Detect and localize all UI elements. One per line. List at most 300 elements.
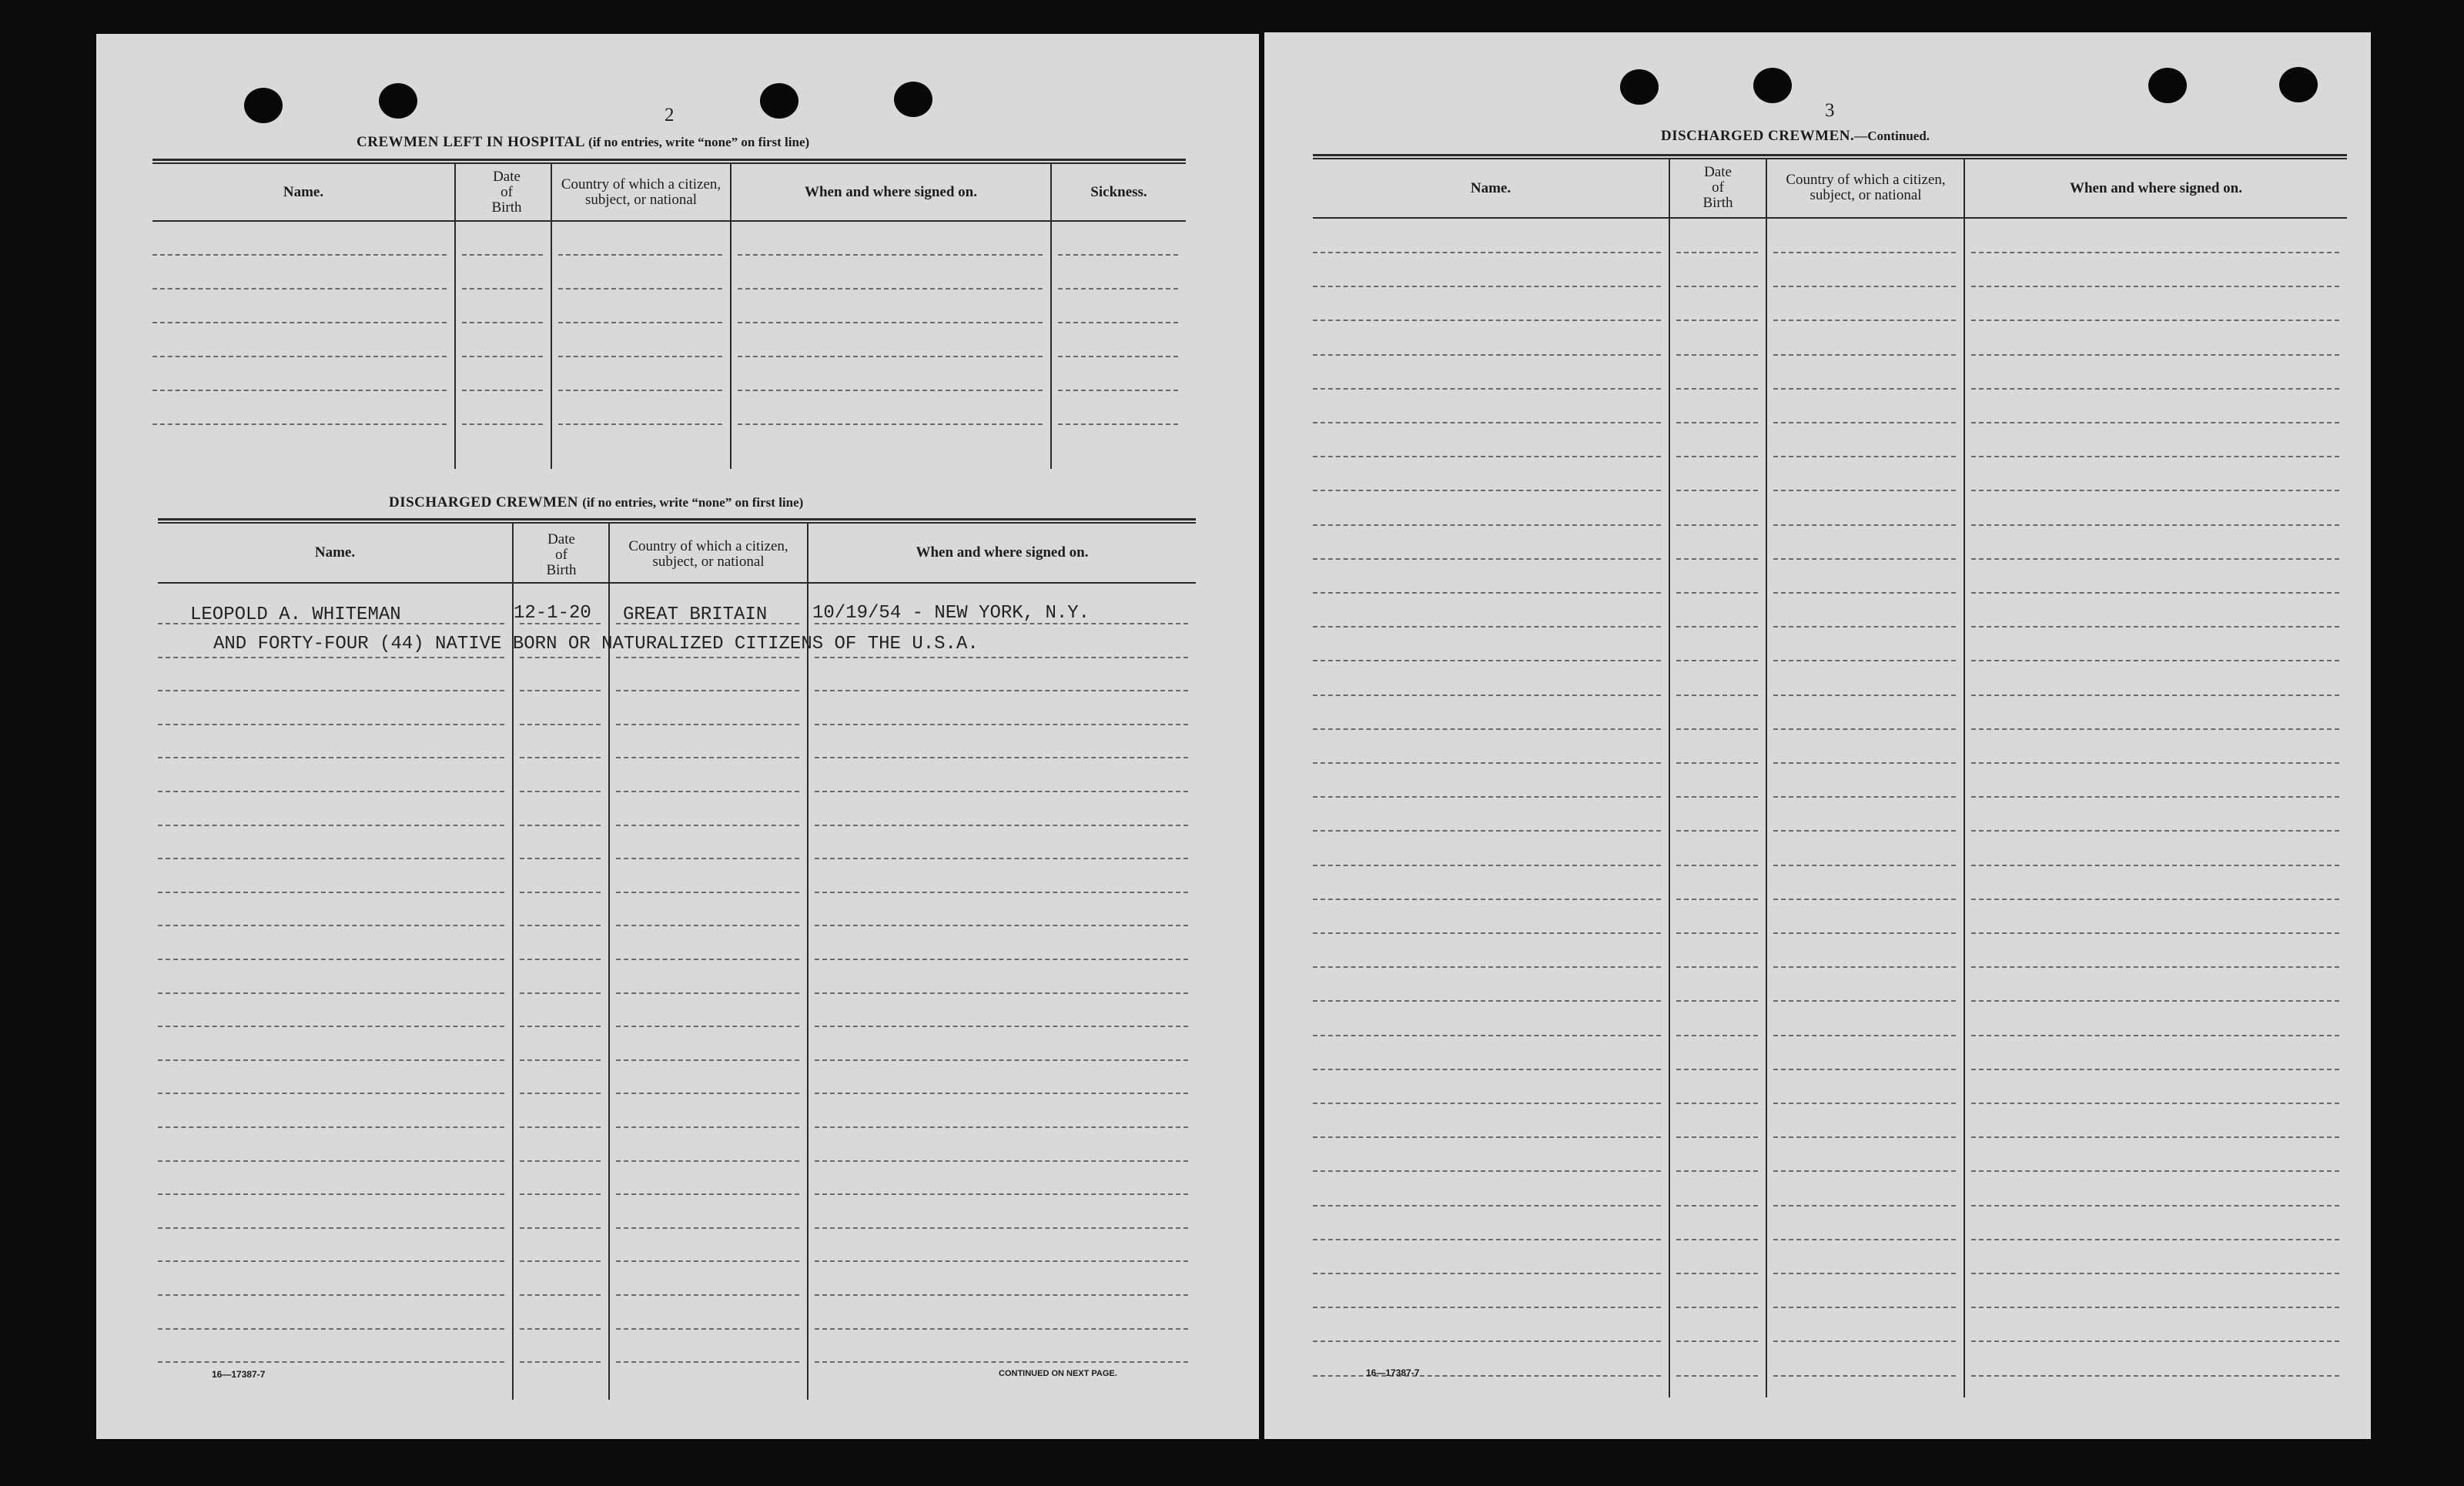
ruled-line-segment xyxy=(815,1026,1188,1027)
ruled-line-segment xyxy=(1971,796,2339,798)
ruled-line-segment xyxy=(1971,558,2339,560)
ruled-line-segment xyxy=(815,1294,1188,1296)
ruled-line-segment xyxy=(1971,830,2339,832)
ruled-line-segment xyxy=(1971,626,2339,628)
ruled-line-segment xyxy=(1676,660,1758,661)
ruled-line-segment xyxy=(1971,1136,2339,1138)
ruled-line-segment xyxy=(1313,865,1661,866)
ruled-line-segment xyxy=(1773,1273,1956,1274)
ruled-line-segment xyxy=(1971,490,2339,491)
ruled-line-segment xyxy=(1971,694,2339,696)
ruled-line-segment xyxy=(158,892,504,893)
ruled-line-segment xyxy=(1773,1375,1956,1377)
ruled-line-segment xyxy=(1971,388,2339,390)
ruled-line-segment xyxy=(1313,1069,1661,1070)
ruled-line-segment xyxy=(616,1260,799,1262)
ruled-line-segment xyxy=(1773,1000,1956,1002)
col-header-country: Country of which a citizen, subject, or national xyxy=(561,176,721,208)
ruled-line-segment xyxy=(1676,456,1758,457)
ruled-line-segment xyxy=(815,690,1188,691)
ruled-line-segment xyxy=(616,825,799,826)
ruled-line-segment xyxy=(1313,286,1661,287)
ruled-line-segment xyxy=(1971,660,2339,661)
col-header-name: Name. xyxy=(283,183,324,200)
ruled-line-segment xyxy=(1971,320,2339,321)
ruled-line-segment xyxy=(1313,830,1661,832)
ruled-line-segment xyxy=(520,690,601,691)
ruled-line-segment xyxy=(1773,660,1956,661)
section-title xyxy=(1661,128,1930,145)
ruled-line-segment xyxy=(1971,1170,2339,1172)
ruled-line-segment xyxy=(616,1026,799,1027)
ruled-line-segment xyxy=(520,1227,601,1229)
column-divider xyxy=(454,162,456,469)
ruled-line-segment xyxy=(616,1227,799,1229)
col-header-name: Name. xyxy=(314,544,356,561)
ruled-line-segment xyxy=(1313,1340,1661,1342)
ruled-line-segment xyxy=(1313,388,1661,390)
ruled-line-segment xyxy=(738,322,1043,323)
header-rule xyxy=(158,582,1196,584)
ruled-line-segment xyxy=(815,825,1188,826)
ruled-line-segment xyxy=(1676,1103,1758,1104)
ruled-line-segment xyxy=(1313,1136,1661,1138)
punch-hole xyxy=(2148,68,2187,103)
ruled-line-segment xyxy=(1676,1205,1758,1207)
ruled-line-segment xyxy=(1313,1035,1661,1036)
ruled-line-segment xyxy=(152,322,447,323)
col-header-dob: Date of Birth xyxy=(491,169,522,216)
ruled-line-segment xyxy=(520,724,601,725)
ruled-line-segment xyxy=(158,1126,504,1128)
ruled-line-segment xyxy=(1676,865,1758,866)
ruled-line-segment xyxy=(1971,1239,2339,1240)
ruled-line-segment xyxy=(1971,524,2339,526)
ruled-line-segment xyxy=(1676,796,1758,798)
ruled-line-segment xyxy=(1773,626,1956,628)
ruled-line-segment xyxy=(520,757,601,758)
ruled-line-segment xyxy=(152,254,447,256)
ruled-line-segment xyxy=(815,992,1188,994)
ruled-line-segment xyxy=(158,1093,504,1094)
ruled-line-segment xyxy=(1313,354,1661,356)
ruled-line-segment xyxy=(1971,1000,2339,1002)
ruled-line-segment xyxy=(1773,966,1956,968)
ruled-line-segment xyxy=(616,959,799,960)
ruled-line-segment xyxy=(1676,320,1758,321)
ruled-line-segment xyxy=(1058,390,1178,391)
ruled-line-segment xyxy=(1773,388,1956,390)
hospital-instruction: (if no entries, write “none” on first line) xyxy=(588,135,810,149)
ruled-line-segment xyxy=(158,992,504,994)
ruled-line-segment xyxy=(1971,286,2339,287)
punch-hole xyxy=(244,88,283,123)
ruled-line-segment xyxy=(1971,899,2339,900)
ruled-line-segment xyxy=(1313,456,1661,457)
ruled-line-segment xyxy=(152,423,447,425)
ruled-line-segment xyxy=(1676,252,1758,253)
ruled-line-segment xyxy=(158,1260,504,1262)
col-header-sickness: Sickness. xyxy=(1090,183,1147,200)
ruled-line-segment xyxy=(1676,422,1758,423)
ruled-line-segment xyxy=(158,623,504,624)
ruled-line-segment xyxy=(158,1328,504,1330)
ruled-line-segment xyxy=(1676,728,1758,730)
ruled-line-segment xyxy=(1971,1069,2339,1070)
ruled-line-segment xyxy=(1313,1205,1661,1207)
ruled-line-segment xyxy=(616,925,799,926)
col-header-dob: Date of Birth xyxy=(1702,164,1733,211)
hospital-section-title xyxy=(357,134,809,151)
ruled-line-segment xyxy=(158,925,504,926)
ruled-line-segment xyxy=(616,1193,799,1195)
discharged-title-text: DISCHARGED CREWMEN xyxy=(389,494,578,510)
ruled-line-segment xyxy=(462,356,543,357)
ruled-line-segment xyxy=(1313,728,1661,730)
left-form-page xyxy=(96,34,1259,1439)
ruled-line-segment xyxy=(1676,490,1758,491)
ruled-line-segment xyxy=(1773,320,1956,321)
ruled-line-segment xyxy=(158,690,504,691)
ruled-line-segment xyxy=(1676,1340,1758,1342)
ruled-line-segment xyxy=(1971,762,2339,764)
column-divider xyxy=(1766,158,1767,1397)
ruled-line-segment xyxy=(738,356,1043,357)
ruled-line-segment xyxy=(520,1059,601,1061)
ruled-line-segment xyxy=(1313,1239,1661,1240)
ruled-line-segment xyxy=(520,1328,601,1330)
ruled-line-segment xyxy=(1676,694,1758,696)
ruled-line-segment xyxy=(1773,1069,1956,1070)
ruled-line-segment xyxy=(1773,1340,1956,1342)
section-title-text: DISCHARGED CREWMEN. xyxy=(1661,128,1855,144)
ruled-line-segment xyxy=(1773,558,1956,560)
ruled-line-segment xyxy=(616,1328,799,1330)
ruled-line-segment xyxy=(520,825,601,826)
ruled-line-segment xyxy=(616,1361,799,1363)
ruled-line-segment xyxy=(520,858,601,859)
page-number: 3 xyxy=(1825,100,1835,121)
ruled-line-segment xyxy=(462,322,543,323)
ruled-line-segment xyxy=(1971,728,2339,730)
ruled-line-segment xyxy=(738,390,1043,391)
ruled-line-segment xyxy=(1676,354,1758,356)
ruled-line-segment xyxy=(1676,899,1758,900)
discharged-instruction: (if no entries, write “none” on first line) xyxy=(582,495,804,510)
ruled-line-segment xyxy=(1971,1340,2339,1342)
ruled-line-segment xyxy=(1313,1273,1661,1274)
table-top-rule xyxy=(1313,154,2347,159)
ruled-line-segment xyxy=(1676,1069,1758,1070)
ruled-line-segment xyxy=(1773,1307,1956,1308)
section-continued: —Continued. xyxy=(1854,129,1930,143)
ruled-line-segment xyxy=(158,1294,504,1296)
ruled-line-segment xyxy=(1773,865,1956,866)
ruled-line-segment xyxy=(1676,286,1758,287)
ruled-line-segment xyxy=(1773,490,1956,491)
ruled-line-segment xyxy=(1676,1000,1758,1002)
ruled-line-segment xyxy=(462,390,543,391)
ruled-line-segment xyxy=(815,757,1188,758)
ruled-line-segment xyxy=(616,858,799,859)
ruled-line-segment xyxy=(815,1160,1188,1162)
ruled-line-segment xyxy=(1773,286,1956,287)
ruled-line-segment xyxy=(616,690,799,691)
ruled-line-segment xyxy=(1313,1375,1661,1377)
ruled-line-segment xyxy=(158,858,504,859)
form-number: 16—17387-7 xyxy=(212,1369,266,1380)
ruled-line-segment xyxy=(1313,1000,1661,1002)
ruled-line-segment xyxy=(1773,728,1956,730)
ruled-line-segment xyxy=(1676,1170,1758,1172)
ruled-line-segment xyxy=(158,1361,504,1363)
ruled-line-segment xyxy=(1773,422,1956,423)
ruled-line-segment xyxy=(1971,966,2339,968)
ruled-line-segment xyxy=(1676,626,1758,628)
ruled-line-segment xyxy=(1676,388,1758,390)
ruled-line-segment xyxy=(1773,592,1956,594)
ruled-line-segment xyxy=(1773,1035,1956,1036)
ruled-line-segment xyxy=(152,288,447,290)
ruled-line-segment xyxy=(1773,694,1956,696)
ruled-line-segment xyxy=(815,892,1188,893)
entry-name: LEOPOLD A. WHITEMAN xyxy=(190,604,401,625)
ruled-line-segment xyxy=(1971,456,2339,457)
ruled-line-segment xyxy=(1971,1035,2339,1036)
ruled-line-segment xyxy=(1971,1307,2339,1308)
col-header-country: Country of which a citizen, subject, or national xyxy=(628,538,788,570)
ruled-line-segment xyxy=(1313,320,1661,321)
ruled-line-segment xyxy=(1313,1307,1661,1308)
ruled-line-segment xyxy=(1313,524,1661,526)
ruled-line-segment xyxy=(1058,322,1178,323)
ruled-line-segment xyxy=(1676,830,1758,832)
ruled-line-segment xyxy=(616,1126,799,1128)
ruled-line-segment xyxy=(1971,422,2339,423)
ruled-line-segment xyxy=(1773,932,1956,934)
ruled-line-segment xyxy=(1773,830,1956,832)
ruled-line-segment xyxy=(152,390,447,391)
ruled-line-segment xyxy=(158,959,504,960)
ruled-line-segment xyxy=(1773,1170,1956,1172)
ruled-line-segment xyxy=(1676,1136,1758,1138)
discharged-table xyxy=(158,518,1196,1404)
ruled-line-segment xyxy=(1971,932,2339,934)
ruled-line-segment xyxy=(520,623,601,624)
ruled-line-segment xyxy=(616,1160,799,1162)
ruled-line-segment xyxy=(1773,524,1956,526)
ruled-line-segment xyxy=(158,1059,504,1061)
ruled-line-segment xyxy=(1313,694,1661,696)
ruled-line-segment xyxy=(520,1260,601,1262)
ruled-line-segment xyxy=(1773,796,1956,798)
ruled-line-segment xyxy=(1676,1375,1758,1377)
punch-hole xyxy=(894,82,932,117)
punch-hole xyxy=(760,83,798,119)
ruled-line-segment xyxy=(520,892,601,893)
entry-signed-on: 10/19/54 - NEW YORK, N.Y. xyxy=(812,603,1090,624)
ruled-line-segment xyxy=(1971,1273,2339,1274)
ruled-line-segment xyxy=(738,254,1043,256)
ruled-line-segment xyxy=(815,1193,1188,1195)
ruled-line-segment xyxy=(815,1328,1188,1330)
ruled-line-segment xyxy=(1773,1239,1956,1240)
ruled-line-segment xyxy=(558,322,722,323)
ruled-line-segment xyxy=(616,1093,799,1094)
ruled-line-segment xyxy=(616,1294,799,1296)
ruled-line-segment xyxy=(1676,558,1758,560)
ruled-line-segment xyxy=(1313,796,1661,798)
ruled-line-segment xyxy=(1313,660,1661,661)
entry-country: GREAT BRITAIN xyxy=(623,604,768,625)
ruled-line-segment xyxy=(616,724,799,725)
ruled-line-segment xyxy=(520,1093,601,1094)
col-header-country: Country of which a citizen, subject, or national xyxy=(1786,172,1946,203)
ruled-line-segment xyxy=(520,925,601,926)
header-rule xyxy=(1313,217,2347,219)
col-header-dob: Date of Birth xyxy=(546,531,577,578)
ruled-line-segment xyxy=(520,1193,601,1195)
ruled-line-segment xyxy=(462,288,543,290)
ruled-line-segment xyxy=(558,254,722,256)
ruled-line-segment xyxy=(158,1193,504,1195)
ruled-line-segment xyxy=(616,757,799,758)
ruled-line-segment xyxy=(815,925,1188,926)
table-top-rule xyxy=(158,518,1196,524)
ruled-line-segment xyxy=(1058,254,1178,256)
ruled-line-segment xyxy=(558,356,722,357)
ruled-line-segment xyxy=(1313,422,1661,423)
ruled-line-segment xyxy=(815,1227,1188,1229)
ruled-line-segment xyxy=(1773,1103,1956,1104)
entry-date-of-birth: 12-1-20 xyxy=(514,603,591,624)
ruled-line-segment xyxy=(1313,252,1661,253)
ruled-line-segment xyxy=(520,959,601,960)
col-header-signed-on: When and where signed on. xyxy=(2069,179,2242,196)
ruled-line-segment xyxy=(158,825,504,826)
ruled-line-segment xyxy=(815,623,1188,624)
ruled-line-segment xyxy=(815,1059,1188,1061)
col-header-signed-on: When and where signed on. xyxy=(804,183,977,200)
ruled-line-segment xyxy=(1676,524,1758,526)
hospital-title-text: CREWMEN LEFT IN HOSPITAL xyxy=(357,134,584,150)
ruled-line-segment xyxy=(815,1126,1188,1128)
ruled-line-segment xyxy=(616,992,799,994)
ruled-line-segment xyxy=(1971,354,2339,356)
ruled-line-segment xyxy=(1676,966,1758,968)
entry-note: AND FORTY-FOUR (44) NATIVE BORN OR NATURALIZED CITIZENS OF THE U.S.A. xyxy=(213,634,979,654)
ruled-line-segment xyxy=(815,1361,1188,1363)
ruled-line-segment xyxy=(1773,899,1956,900)
ruled-line-segment xyxy=(558,390,722,391)
ruled-line-segment xyxy=(520,1126,601,1128)
ruled-line-segment xyxy=(520,1361,601,1363)
right-form-page xyxy=(1264,32,2371,1439)
punch-hole xyxy=(1753,68,1792,103)
punch-hole xyxy=(1620,69,1659,105)
ruled-line-segment xyxy=(616,657,799,658)
ruled-line-segment xyxy=(1313,899,1661,900)
ruled-line-segment xyxy=(1313,490,1661,491)
ruled-line-segment xyxy=(815,1260,1188,1262)
continued-note: CONTINUED ON NEXT PAGE. xyxy=(999,1369,1117,1378)
ruled-line-segment xyxy=(738,423,1043,425)
ruled-line-segment xyxy=(1971,1205,2339,1207)
ruled-line-segment xyxy=(158,791,504,792)
ruled-line-segment xyxy=(1773,762,1956,764)
ruled-line-segment xyxy=(1676,1307,1758,1308)
ruled-line-segment xyxy=(520,1294,601,1296)
ruled-line-segment xyxy=(815,724,1188,725)
ruled-line-segment xyxy=(158,1026,504,1027)
ruled-line-segment xyxy=(1773,354,1956,356)
ruled-line-segment xyxy=(462,254,543,256)
ruled-line-segment xyxy=(1313,966,1661,968)
ruled-line-segment xyxy=(158,657,504,658)
ruled-line-segment xyxy=(520,657,601,658)
page-number: 2 xyxy=(665,105,675,126)
ruled-line-segment xyxy=(558,288,722,290)
ruled-line-segment xyxy=(158,757,504,758)
ruled-line-segment xyxy=(520,791,601,792)
form-number: 16—17387-7 xyxy=(1366,1367,1420,1378)
column-divider xyxy=(1964,158,1965,1397)
ruled-line-segment xyxy=(738,288,1043,290)
ruled-line-segment xyxy=(616,1059,799,1061)
ruled-line-segment xyxy=(1313,592,1661,594)
ruled-line-segment xyxy=(815,1093,1188,1094)
ruled-line-segment xyxy=(152,356,447,357)
ruled-line-segment xyxy=(520,992,601,994)
hospital-table xyxy=(152,159,1186,473)
ruled-line-segment xyxy=(1676,932,1758,934)
ruled-line-segment xyxy=(1971,865,2339,866)
ruled-line-segment xyxy=(1971,592,2339,594)
ruled-line-segment xyxy=(1313,762,1661,764)
ruled-line-segment xyxy=(1313,626,1661,628)
ruled-line-segment xyxy=(616,892,799,893)
ruled-line-segment xyxy=(1971,1103,2339,1104)
table-top-rule xyxy=(152,159,1186,164)
ruled-line-segment xyxy=(815,858,1188,859)
ruled-line-segment xyxy=(1773,252,1956,253)
ruled-line-segment xyxy=(520,1160,601,1162)
ruled-line-segment xyxy=(1058,356,1178,357)
ruled-line-segment xyxy=(158,1227,504,1229)
ruled-line-segment xyxy=(1058,423,1178,425)
ruled-line-segment xyxy=(1676,1273,1758,1274)
ruled-line-segment xyxy=(520,1026,601,1027)
ruled-line-segment xyxy=(1773,456,1956,457)
ruled-line-segment xyxy=(815,657,1188,658)
ruled-line-segment xyxy=(1971,1375,2339,1377)
ruled-line-segment xyxy=(1313,558,1661,560)
ruled-line-segment xyxy=(1313,1170,1661,1172)
ruled-line-segment xyxy=(616,791,799,792)
discharged-section-title xyxy=(389,494,803,511)
col-header-signed-on: When and where signed on. xyxy=(916,544,1089,561)
header-rule xyxy=(152,220,1186,222)
ruled-line-segment xyxy=(1676,592,1758,594)
discharged-continued-table xyxy=(1313,154,2347,1400)
ruled-line-segment xyxy=(462,423,543,425)
column-divider xyxy=(551,162,552,469)
ruled-line-segment xyxy=(616,623,799,624)
ruled-line-segment xyxy=(1676,1239,1758,1240)
punch-hole xyxy=(2279,67,2318,102)
ruled-line-segment xyxy=(158,724,504,725)
ruled-line-segment xyxy=(1676,1035,1758,1036)
